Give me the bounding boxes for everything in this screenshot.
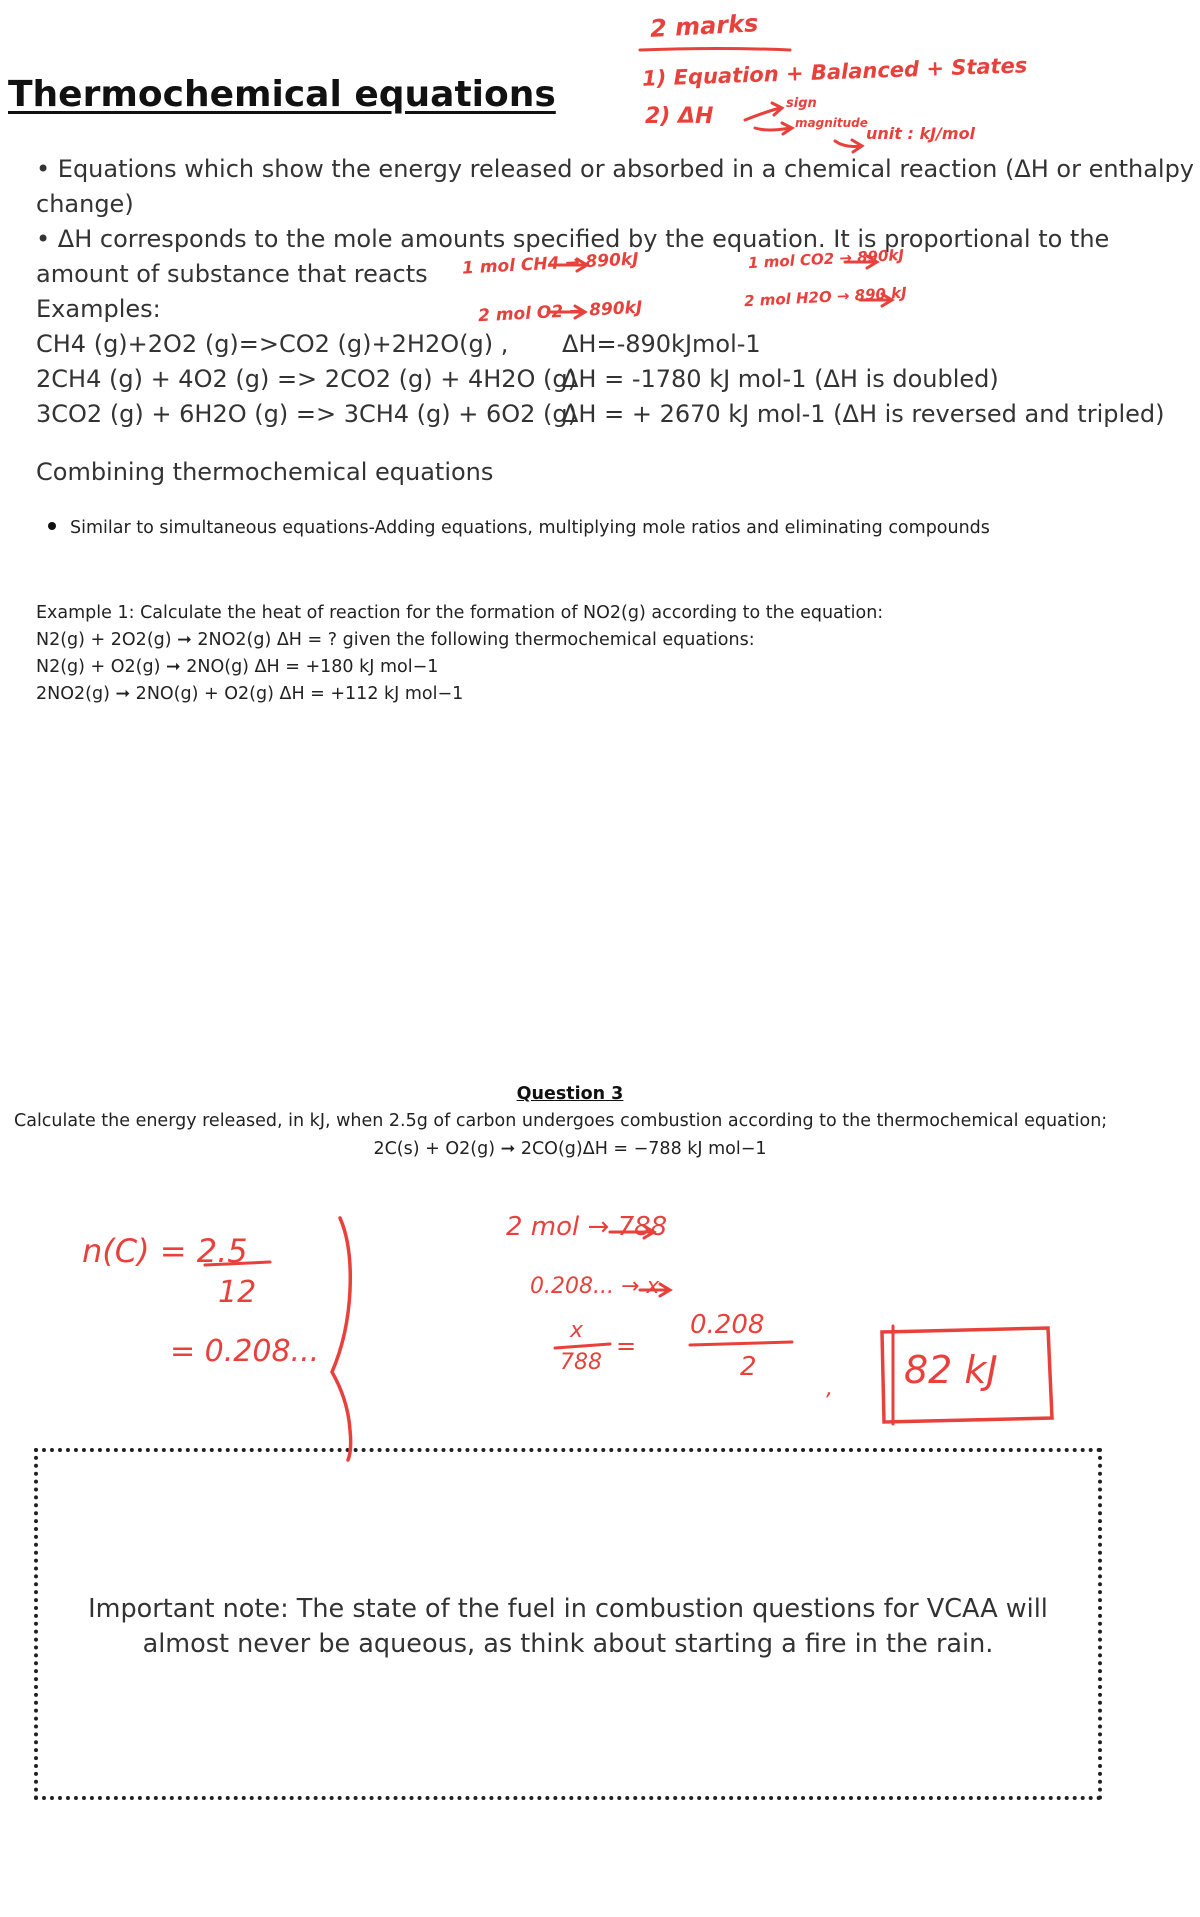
- hw-comma: ,: [826, 1376, 833, 1401]
- example1-line-2: N2(g) + 2O2(g) ➞ 2NO2(g) ΔH = ? given the following thermochemical equations:: [36, 630, 755, 650]
- intro-line-3: • ΔH corresponds to the mole amounts specified by the equation. It is proportional to the: [36, 225, 1110, 253]
- hw-magnitude: magnitude: [795, 116, 868, 130]
- examples-label: Examples:: [36, 295, 161, 323]
- hw-unit: unit : kJ/mol: [866, 124, 976, 143]
- intro-line-4: amount of substance that reacts: [36, 260, 428, 288]
- hw-equals: =: [616, 1332, 637, 1360]
- hw-arrow-sign: [745, 103, 782, 120]
- question3-text: Calculate the energy released, in kJ, when 2.5g of carbon undergoes combustion according to the thermochemical equation;: [14, 1111, 1108, 1131]
- hw-example-note-3: 1 mol CO2 → 890kJ: [747, 245, 905, 273]
- example-dh-2: ΔH = -1780 kJ mol-1 (ΔH is doubled): [562, 365, 999, 393]
- hw-answer: 82 kJ: [904, 1348, 998, 1392]
- example1-line-1: Example 1: Calculate the heat of reaction for the formation of NO2(g) according to the equation:: [36, 603, 884, 623]
- hw-underline: [640, 49, 790, 51]
- example-dh-1: ΔH=-890kJmol-1: [562, 330, 761, 358]
- intro-line-2: change): [36, 190, 134, 218]
- hw-ratio-1: 2 mol → 788: [506, 1212, 668, 1242]
- hw-example-note-4: 2 mol H2O → 890 kJ: [743, 283, 908, 311]
- hw-sign: sign: [786, 96, 817, 111]
- combining-bullet-text: Similar to simultaneous equations-Adding equations, multiplying mole ratios and eliminating compounds: [70, 518, 990, 538]
- combining-heading: Combining thermochemical equations: [36, 458, 494, 486]
- hw-fraction-788: 788: [560, 1350, 602, 1375]
- hw-fraction-x: x: [570, 1318, 584, 1343]
- hw-fraction-2: 2: [740, 1352, 757, 1382]
- hw-ratio-2: 0.208... → x: [530, 1274, 660, 1299]
- example-equation-1: CH4 (g)+2O2 (g)=>CO2 (g)+2H2O(g) ,: [36, 330, 509, 358]
- example-equation-2: 2CH4 (g) + 4O2 (g) => 2CO2 (g) + 4H2O (g): [36, 365, 578, 393]
- example-equation-3: 3CO2 (g) + 6H2O (g) => 3CH4 (g) + 6O2 (g): [36, 400, 578, 428]
- hw-arrow-unit: [835, 140, 862, 152]
- example1-line-4: 2NO2(g) ➞ 2NO(g) + O2(g) ΔH = +112 kJ mol−1: [36, 684, 464, 704]
- page-title: Thermochemical equations: [8, 74, 556, 115]
- hw-arrow-magnitude: [755, 123, 792, 134]
- hw-fraction-bar-3: [690, 1342, 792, 1345]
- hw-criteria-1: 1) Equation + Balanced + States: [641, 53, 1028, 91]
- hw-2-marks: 2 marks: [649, 9, 760, 43]
- hw-fraction-0208: 0.208: [690, 1310, 765, 1340]
- hw-moles-carbon: n(C) = 2.5: [82, 1232, 248, 1270]
- hw-bracket: [332, 1218, 351, 1460]
- hw-example-note-2: 2 mol O2 → 890kJ: [477, 297, 643, 327]
- example1-line-3: N2(g) + O2(g) ➞ 2NO(g) ΔH = +180 kJ mol−1: [36, 657, 439, 677]
- question3-equation: 2C(s) + O2(g) ➞ 2CO(g)ΔH = −788 kJ mol−1: [373, 1139, 767, 1159]
- hw-example-note-1: 1 mol CH4 → 890kJ: [461, 249, 640, 279]
- intro-line-1: • Equations which show the energy released or absorbed in a chemical reaction (ΔH or enthalpy: [36, 155, 1195, 183]
- important-note-text: Important note: The state of the fuel in combustion questions for VCAA will almost never be aqueous, as think about starting a fire in the rain.: [88, 1594, 1048, 1659]
- example-dh-3: ΔH = + 2670 kJ mol-1 (ΔH is reversed and tripled): [562, 400, 1165, 428]
- hw-fraction-bar-2: [555, 1344, 610, 1348]
- hw-moles-result: = 0.208...: [170, 1334, 320, 1369]
- hw-molar-mass: 12: [218, 1275, 257, 1310]
- question3-heading: Question 3: [516, 1084, 624, 1104]
- hw-criteria-2: 2) ΔH: [645, 104, 714, 129]
